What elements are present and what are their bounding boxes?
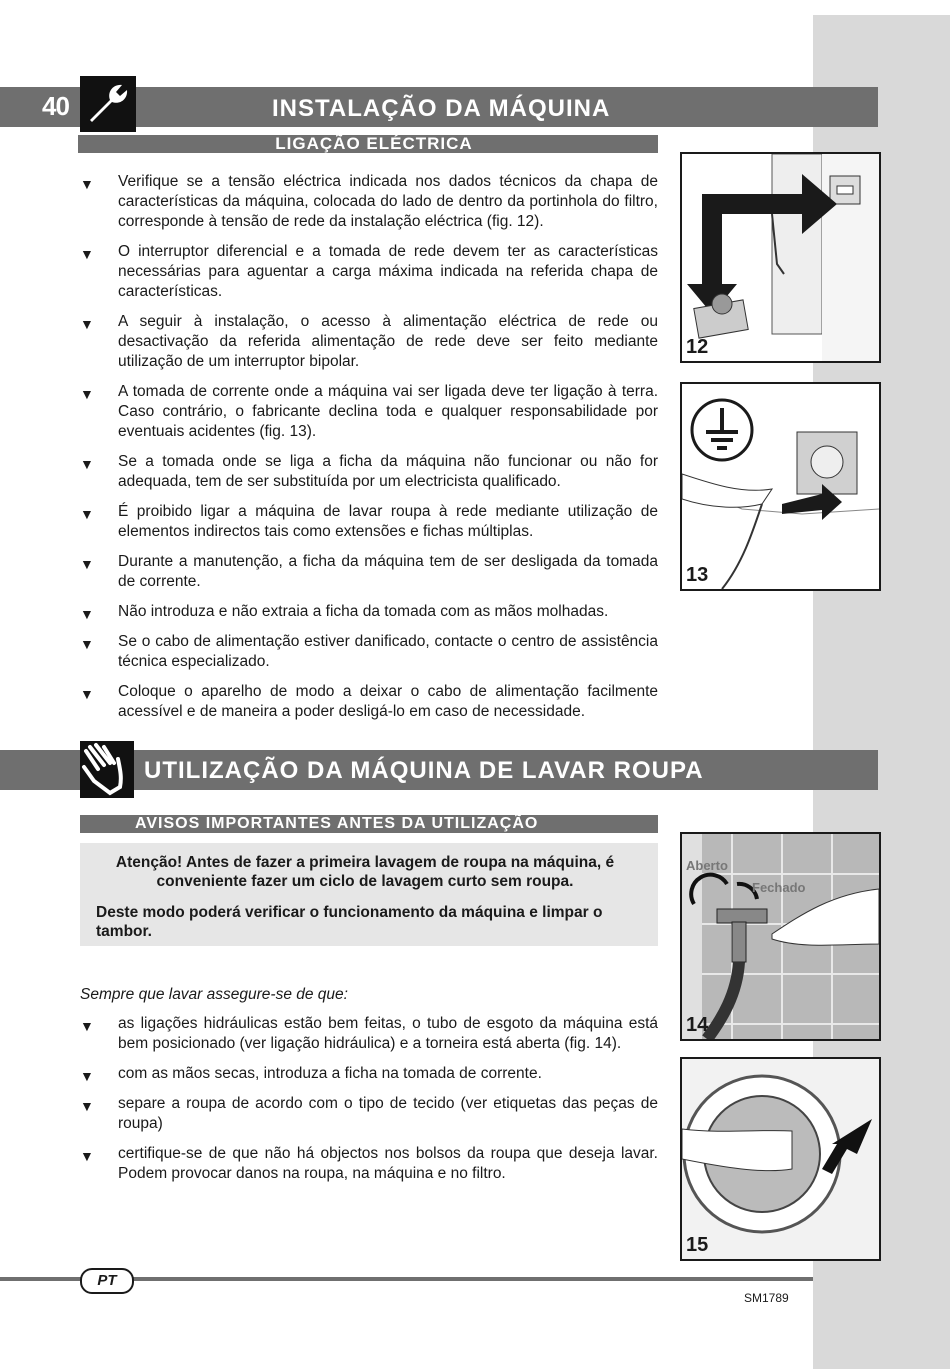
bullet-icon: ▼: [80, 246, 94, 262]
section-title: INSTALAÇÃO DA MÁQUINA: [272, 95, 611, 122]
intro-text: Sempre que lavar assegure-se de que:: [80, 986, 348, 1003]
subsection-title: LIGAÇÃO ELÉCTRICA: [275, 134, 473, 153]
bullet-list-usage: [78, 1014, 658, 1194]
hand-icon: [80, 741, 134, 798]
bullet-icon: ▼: [80, 316, 94, 332]
figure-number: 15: [686, 1234, 709, 1256]
figure-12: [680, 152, 881, 363]
list-item: ▼ É proibido ligar a máquina de lavar roupa à rede mediante utilização de elementos indirectos tais como extensões e fichas múltiplas.: [80, 503, 658, 540]
list-item: ▼ Verifique se a tensão eléctrica indicada nos dados técnicos da chapa de características da máquina, colocada do lado de dentro da portinhola do filtro, corresponde à tensão de rede da instalação eléctrica (fig. 12).: [80, 173, 658, 230]
figure-13: [680, 382, 881, 591]
list-item: ▼ O interruptor diferencial e a tomada de rede devem ter as características necessárias para aguentar a carga máxima indicada na referida chapa de características.: [80, 243, 658, 300]
bullet-icon: ▼: [80, 506, 94, 522]
warning-text: Deste modo poderá verificar o funcionamento da máquina e limpar o tambor.: [96, 904, 603, 940]
earthed-socket-illustration: [682, 384, 879, 589]
bullet-icon: ▼: [80, 386, 94, 402]
warning-text: Atenção! Antes de fazer a primeira lavagem de roupa na máquina, é conveniente fazer um ciclo de lavagem curto sem roupa.: [115, 854, 615, 890]
figure-number: 13: [686, 564, 709, 586]
list-item: ▼ A tomada de corrente onde a máquina vai ser ligada deve ter ligação à terra. Caso contrário, o fabricante declina toda e qualquer responsabilidade por eventuais acidentes (fig. 13).: [80, 383, 658, 440]
bullet-icon: ▼: [80, 1018, 94, 1034]
list-item: ▼ Se o cabo de alimentação estiver danificado, contacte o centro de assistência técnica especializado.: [80, 633, 658, 670]
list-item: ▼ separe a roupa de acordo com o tipo de tecido (ver etiquetas das peças de roupa): [80, 1095, 658, 1132]
list-item: ▼ A seguir à instalação, o acesso à alimentação eléctrica de rede ou desactivação da referida alimentação de rede deve ser feito mediante utilização de um interruptor bipolar.: [80, 313, 658, 370]
list-item: ▼ certifique-se de que não há objectos nos bolsos da roupa que deseja lavar. Podem provocar danos na roupa, na máquina e no filtro.: [80, 1145, 658, 1182]
bullet-icon: ▼: [80, 686, 94, 702]
subsection-title-bar: [80, 815, 658, 833]
bullet-icon: ▼: [80, 456, 94, 472]
section-title: UTILIZAÇÃO DA MÁQUINA DE LAVAR ROUPA: [144, 757, 704, 784]
list-item: ▼ Coloque o aparelho de modo a deixar o cabo de alimentação facilmente acessível e de maneira a poder desligá-lo em caso de necessidade.: [80, 683, 658, 720]
tap-open-label: Aberto: [686, 858, 728, 873]
figure-15: [680, 1057, 881, 1261]
bullet-icon: ▼: [80, 1148, 94, 1164]
list-item: ▼ com as mãos secas, introduza a ficha na tomada de corrente.: [80, 1065, 542, 1084]
bullet-icon: ▼: [80, 556, 94, 572]
bullet-icon: ▼: [80, 1098, 94, 1114]
wrench-icon: [80, 76, 136, 132]
page-number: 40: [42, 91, 69, 121]
bullet-icon: ▼: [80, 1068, 94, 1084]
figure-number: 12: [686, 336, 709, 358]
list-item: ▼ Se a tomada onde se liga a ficha da máquina não funcionar ou não for adequada, tem de ser substituída por um electricista qualificado.: [80, 453, 658, 490]
tap-closed-label: Fechado: [752, 880, 806, 895]
warning-box: [80, 843, 658, 946]
list-item: ▼ Não introduza e não extraia a ficha da tomada com as mãos molhadas.: [80, 603, 609, 622]
filter-door-illustration: [682, 154, 879, 361]
figure-14: [680, 832, 881, 1041]
list-item: ▼ as ligações hidráulicas estão bem feitas, o tubo de esgoto da máquina está bem posicionado (ver ligação hidráulica) e a torneira está aberta (fig. 14).: [80, 1015, 658, 1052]
bullet-icon: ▼: [80, 636, 94, 652]
bullet-list-electrical: [78, 172, 658, 732]
document-code: SM1789: [744, 1291, 789, 1305]
list-item: ▼ Durante a manutenção, a ficha da máquina tem de ser desligada da tomada de corrente.: [80, 553, 658, 590]
figure-number: 14: [686, 1014, 709, 1036]
bullet-icon: ▼: [80, 176, 94, 192]
subsection-title-bar: [78, 135, 658, 153]
bullet-icon: ▼: [80, 606, 94, 622]
subsection-title: AVISOS IMPORTANTES ANTES DA UTILIZAÇÃO: [135, 815, 539, 832]
pocket-check-illustration: [682, 1059, 879, 1259]
language-badge: PT: [80, 1268, 134, 1294]
